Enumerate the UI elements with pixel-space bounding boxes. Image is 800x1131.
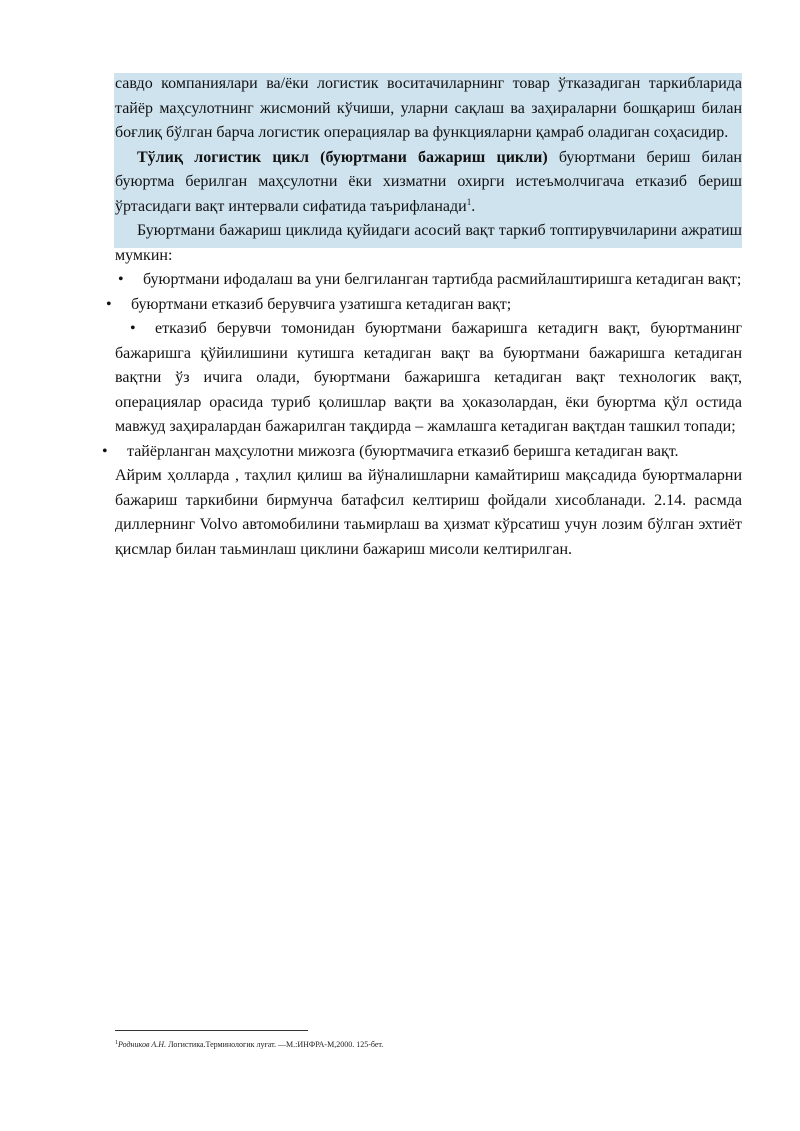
footnote-author: Родников А.Н. [118, 1040, 167, 1049]
paragraph-components-intro: Буюртмани бажариш циклида қуйидаги асосий вақт таркиб топтирувчиларини ажратиш мумкин: [115, 222, 742, 264]
list-item-text: тайёрланган маҳсулотни мижозга (буюртмачига етказиб беришга кетадиган вақт. [127, 442, 679, 460]
list-item-text: буюртмани етказиб берувчига узатишга кетадиган вақт; [131, 295, 512, 313]
bullet-icon: • [118, 271, 124, 288]
list-item [115, 268, 742, 293]
term-full-logistic-cycle: Тўлиқ логистик цикл (буюртмани бажариш цикли) [137, 148, 548, 166]
bullet-icon: • [106, 295, 112, 313]
list-item [115, 317, 742, 440]
bullet-list [102, 268, 742, 464]
body-text [102, 72, 742, 562]
list-item [102, 440, 742, 465]
paragraph-intro: савдо компаниялари ва/ёки логистик воситачиларнинг товар ўтказадиган таркибларида тайёр маҳсулотнинг жисмоний кўчиши, уларни сақлаш ва заҳираларни бошқариш билан боғлиқ бўлган барча логистик операциялар ва функцияларни қамраб оладиган соҳасидир. [115, 75, 742, 141]
footnote-text: Логистика.Терминологик луғат. —М.:ИНФРА-М,2000. 125-бет. [166, 1040, 384, 1049]
footnote-reference: 1 [466, 196, 472, 207]
bullet-icon: • [102, 442, 108, 460]
list-item-text: етказиб берувчи томонидан буюртмани бажаришга кетадигн вақт, буюртманинг бажаришга қўйилишини кутишга кетадиган вақт ва буюртмани бажаришга кетадиган вақтни ўз ичига олади, буюртмани бажаришга кетадиган вақт технологик вақт, операциялар орасида туриб қолишлар вақти ва ҳоказолардан, ёки буюртма қўл остида мавжуд заҳиралардан бажарилган тақдирда – жамлашга кетадиган вақтдан ташкил топади; [115, 320, 742, 435]
paragraph-definition [115, 146, 742, 220]
footnote-divider [115, 1030, 308, 1031]
footnote [115, 1040, 742, 1050]
paragraph-closing: Айрим ҳолларда , таҳлил қилиш ва йўналишларни камайтириш мақсадида буюртмаларни бажариш таркибини бирмунча батафсил келтириш фойдали хисобланади. 2.14. расмда диллернинг Volvo автомобилини таьмирлаш ва ҳизмат кўрсатиш учун лозим бўлган эхтиёт қисмлар билан таьминлаш циклини бажариш мисоли келтирилган. [115, 467, 742, 558]
bullet-icon: • [130, 320, 136, 337]
list-item-text: буюртмани ифодалаш ва уни белгиланган тартибда расмийлаштиришга кетадиган вақт; [143, 271, 742, 288]
footnote-mark: 1 [115, 1040, 118, 1046]
definition-text: буюртмани бериш билан буюртма берилган маҳсулотни ёки хизматни охирги истеъмолчигача етказиб бериш ўртасидаги вақт интервали сифатида таърифланади [115, 148, 742, 215]
list-item [106, 293, 742, 318]
definition-end: . [471, 197, 476, 215]
